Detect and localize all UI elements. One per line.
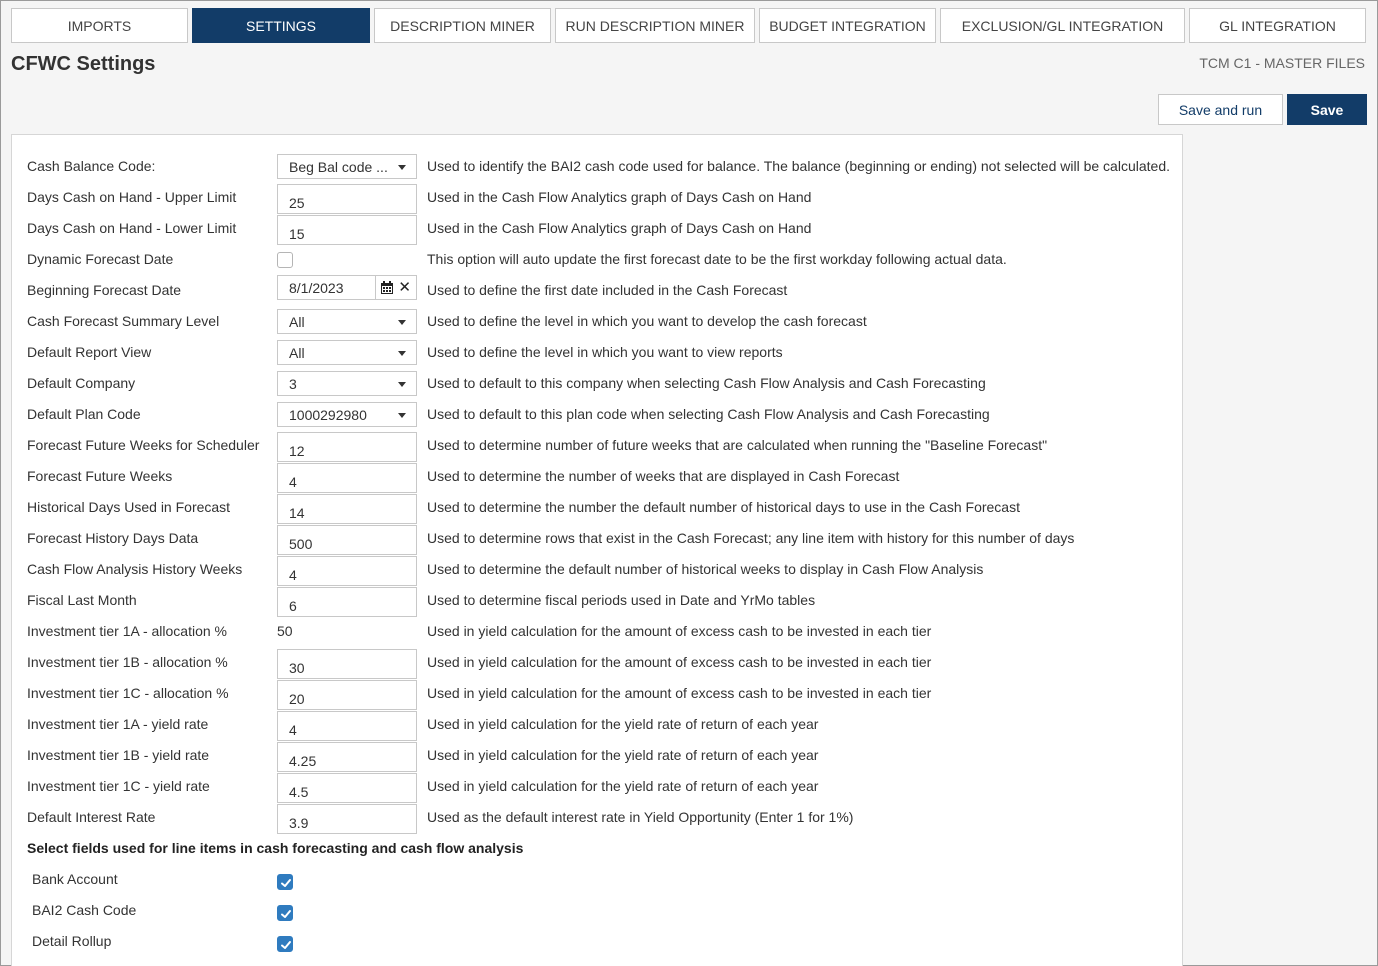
setting-readonly-value: 50 <box>277 623 293 639</box>
setting-description: Used to define the level in which you want to view reports <box>427 344 783 360</box>
setting-input[interactable]: 4 <box>277 711 417 741</box>
calendar-icon[interactable] <box>380 281 394 295</box>
dropdown-value: 1000292980 <box>289 406 367 423</box>
setting-description: This option will auto update the first forecast date to be the first workday following actual data. <box>427 251 1007 267</box>
line-item-field-checkbox[interactable] <box>277 874 293 890</box>
setting-description: Used in yield calculation for the yield rate of return of each year <box>427 747 819 763</box>
setting-label: Default Plan Code <box>27 406 141 422</box>
setting-label: Dynamic Forecast Date <box>27 251 174 267</box>
tab-gl-integration[interactable]: GL INTEGRATION <box>1189 8 1366 43</box>
chevron-down-icon <box>398 320 406 325</box>
line-items-heading: Select fields used for line items in cash forecasting and cash flow analysis <box>27 840 524 856</box>
checkmark-icon <box>280 939 292 951</box>
setting-label: Historical Days Used in Forecast <box>27 499 231 515</box>
setting-label: Investment tier 1C - yield rate <box>27 778 210 794</box>
setting-description: Used in yield calculation for the amount of excess cash to be invested in each tier <box>427 654 932 670</box>
setting-label: Cash Flow Analysis History Weeks <box>27 561 243 577</box>
tab-budget-integration[interactable]: BUDGET INTEGRATION <box>759 8 936 43</box>
setting-label: Investment tier 1A - allocation % <box>27 623 227 639</box>
setting-description: Used in yield calculation for the yield rate of return of each year <box>427 778 819 794</box>
setting-input[interactable]: 4.5 <box>277 773 417 803</box>
setting-dropdown[interactable] <box>277 402 417 427</box>
setting-label: Days Cash on Hand - Upper Limit <box>27 189 237 205</box>
setting-description: Used to define the level in which you want to develop the cash forecast <box>427 313 867 329</box>
save-button[interactable]: Save <box>1287 94 1367 125</box>
checkmark-icon <box>280 877 292 889</box>
date-picker[interactable] <box>277 275 417 300</box>
date-value: 8/1/2023 <box>289 279 344 296</box>
chevron-down-icon <box>398 165 406 170</box>
line-item-field-label: Detail Rollup <box>32 933 112 949</box>
setting-label: Investment tier 1B - yield rate <box>27 747 210 763</box>
setting-input[interactable]: 20 <box>277 680 417 710</box>
setting-description: Used to default to this company when selecting Cash Flow Analysis and Cash Forecasting <box>427 375 986 391</box>
page-title: CFWC Settings <box>11 53 156 75</box>
tab-imports[interactable]: IMPORTS <box>11 8 188 43</box>
setting-dropdown[interactable] <box>277 340 417 365</box>
clear-icon[interactable]: ✕ <box>398 279 411 296</box>
dropdown-value: All <box>289 344 305 361</box>
chevron-down-icon <box>398 382 406 387</box>
setting-description: Used to define the first date included in the Cash Forecast <box>427 282 788 298</box>
setting-input[interactable]: 4 <box>277 463 417 493</box>
checkmark-icon <box>280 908 292 920</box>
setting-description: Used to identify the BAI2 cash code used for balance. The balance (beginning or ending) not selected will be calculated. <box>427 158 1170 174</box>
dropdown-value: Beg Bal code ... <box>289 158 388 175</box>
setting-label: Cash Forecast Summary Level <box>27 313 220 329</box>
save-and-run-button[interactable]: Save and run <box>1158 94 1283 125</box>
setting-input[interactable]: 500 <box>277 525 417 555</box>
chevron-down-icon <box>398 413 406 418</box>
setting-input[interactable]: 12 <box>277 432 417 462</box>
setting-description: Used in yield calculation for the amount of excess cash to be invested in each tier <box>427 685 932 701</box>
setting-description: Used as the default interest rate in Yield Opportunity (Enter 1 for 1%) <box>427 809 854 825</box>
setting-input[interactable]: 15 <box>277 215 417 245</box>
setting-label: Beginning Forecast Date <box>27 282 182 298</box>
tab-bar <box>11 8 1370 43</box>
tab-settings[interactable]: SETTINGS <box>192 8 370 43</box>
setting-label: Default Report View <box>27 344 152 360</box>
setting-dropdown[interactable] <box>277 309 417 334</box>
setting-description: Used in the Cash Flow Analytics graph of Days Cash on Hand <box>427 189 812 205</box>
setting-dropdown[interactable] <box>277 154 417 179</box>
tab-exclusion-gl-integration[interactable]: EXCLUSION/GL INTEGRATION <box>940 8 1185 43</box>
setting-description: Used to determine rows that exist in the Cash Forecast; any line item with history for this number of days <box>427 530 1075 546</box>
setting-label: Fiscal Last Month <box>27 592 137 608</box>
context-label: TCM C1 - MASTER FILES <box>1199 55 1365 71</box>
setting-label: Cash Balance Code: <box>27 158 156 174</box>
setting-description: Used to determine the default number of historical weeks to display in Cash Flow Analysis <box>427 561 984 577</box>
setting-description: Used in the Cash Flow Analytics graph of Days Cash on Hand <box>427 220 812 236</box>
tab-description-miner[interactable]: DESCRIPTION MINER <box>374 8 551 43</box>
setting-input[interactable]: 6 <box>277 587 417 617</box>
setting-description: Used to determine the number the default number of historical days to use in the Cash Forecast <box>427 499 1020 515</box>
setting-dropdown[interactable] <box>277 371 417 396</box>
setting-checkbox[interactable] <box>277 252 293 268</box>
setting-label: Default Interest Rate <box>27 809 156 825</box>
setting-input[interactable]: 3.9 <box>277 804 417 834</box>
setting-label: Days Cash on Hand - Lower Limit <box>27 220 237 236</box>
line-item-field-checkbox[interactable] <box>277 905 293 921</box>
setting-input[interactable]: 4.25 <box>277 742 417 772</box>
chevron-down-icon <box>398 351 406 356</box>
setting-input[interactable]: 4 <box>277 556 417 586</box>
setting-input[interactable]: 30 <box>277 649 417 679</box>
setting-description: Used to determine number of future weeks that are calculated when running the "Baseline Forecast" <box>427 437 1048 453</box>
setting-input[interactable]: 14 <box>277 494 417 524</box>
setting-description: Used in yield calculation for the yield rate of return of each year <box>427 716 819 732</box>
setting-label: Default Company <box>27 375 136 391</box>
dropdown-value: All <box>289 313 305 330</box>
line-item-field-checkbox[interactable] <box>277 936 293 952</box>
setting-label: Investment tier 1A - yield rate <box>27 716 209 732</box>
setting-description: Used in yield calculation for the amount of excess cash to be invested in each tier <box>427 623 932 639</box>
line-item-field-label: BAI2 Cash Code <box>32 902 137 918</box>
setting-label: Forecast Future Weeks for Scheduler <box>27 437 260 453</box>
setting-description: Used to determine fiscal periods used in Date and YrMo tables <box>427 592 816 608</box>
line-item-field-label: Bank Account <box>32 871 118 887</box>
setting-label: Forecast History Days Data <box>27 530 199 546</box>
divider <box>375 276 376 299</box>
setting-label: Investment tier 1C - allocation % <box>27 685 229 701</box>
setting-label: Investment tier 1B - allocation % <box>27 654 228 670</box>
setting-description: Used to default to this plan code when selecting Cash Flow Analysis and Cash Forecasting <box>427 406 990 422</box>
setting-description: Used to determine the number of weeks that are displayed in Cash Forecast <box>427 468 900 484</box>
tab-run-description-miner[interactable]: RUN DESCRIPTION MINER <box>555 8 755 43</box>
setting-label: Forecast Future Weeks <box>27 468 173 484</box>
setting-input[interactable]: 25 <box>277 184 417 214</box>
dropdown-value: 3 <box>289 375 297 392</box>
